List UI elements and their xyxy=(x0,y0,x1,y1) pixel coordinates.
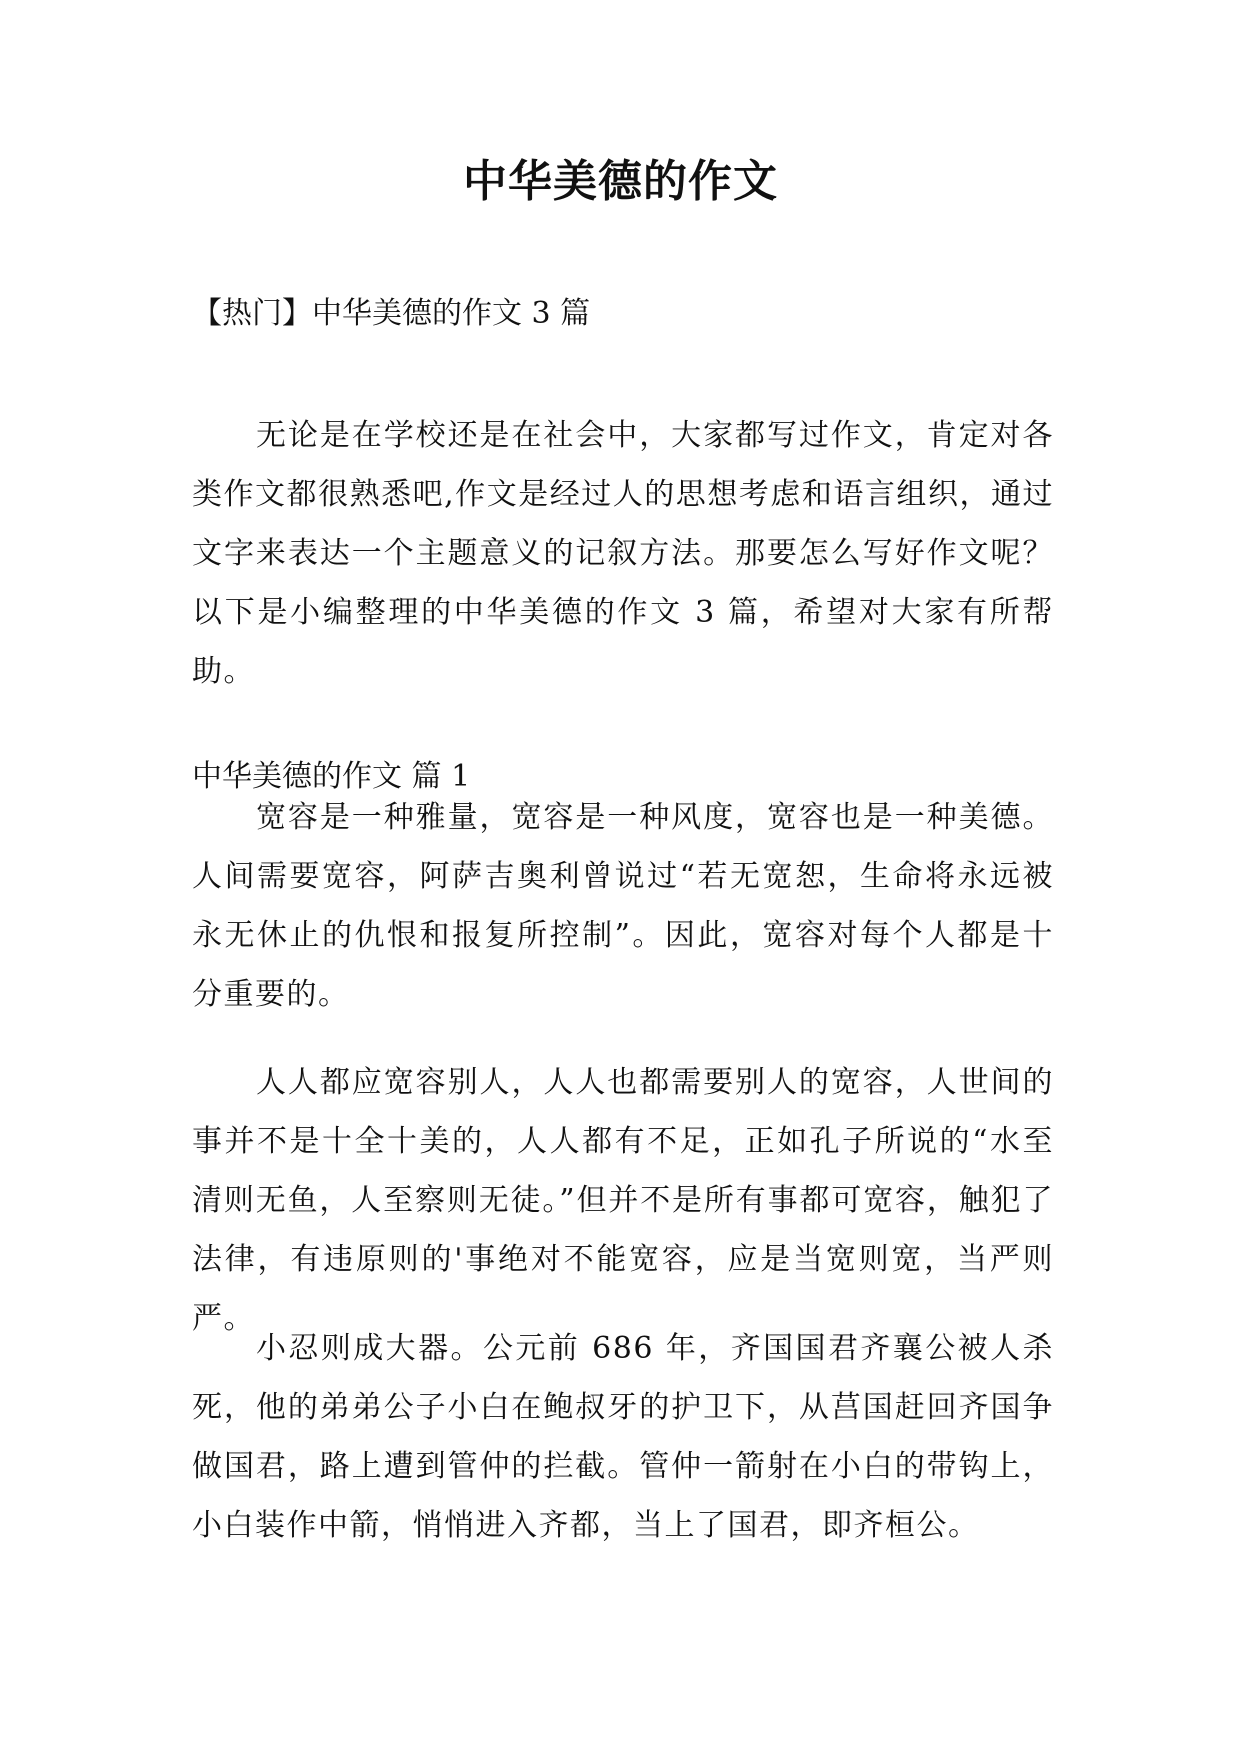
body-paragraph-1: 宽容是一种雅量，宽容是一种风度，宽容也是一种美德。人间需要宽容，阿萨吉奥利曾说过“若无宽恕，生命将永远被永无休止的仇恨和报复所控制”。因此，宽容对每个人都是十分重要的。 xyxy=(192,800,1054,1012)
intro-paragraph: 无论是在学校还是在社会中，大家都写过作文，肯定对各类作文都很熟悉吧,作文是经过人的思想考虑和语言组织，通过文字来表达一个主题意义的记叙方法。那要怎么写好作文呢？以下是小编整理的中华美德的作文 3 篇，希望对大家有所帮助。 xyxy=(192,418,1054,689)
document-subtitle: 【热门】中华美德的作文 3 篇 xyxy=(192,296,591,331)
section-heading: 中华美德的作文 篇 1 xyxy=(192,759,471,794)
body-paragraph-3: 小忍则成大器。公元前 686 年，齐国国君齐襄公被人杀死，他的弟弟公子小白在鲍叔牙的护卫下，从莒国赶回齐国争做国君，路上遭到管仲的拦截。管仲一箭射在小白的带钩上，小白装作中箭，悄悄进入齐都，当上了国君，即齐桓公。 xyxy=(192,1331,1054,1543)
body-paragraph-2: 人人都应宽容别人，人人也都需要别人的宽容，人世间的事并不是十全十美的，人人都有不足，正如孔子所说的“水至清则无鱼，人至察则无徒。”但并不是所有事都可宽容，触犯了法律，有违原则的'事绝对不能宽容，应是当宽则宽，当严则严。 xyxy=(192,1065,1054,1336)
document-title: 中华美德的作文 xyxy=(463,156,778,207)
